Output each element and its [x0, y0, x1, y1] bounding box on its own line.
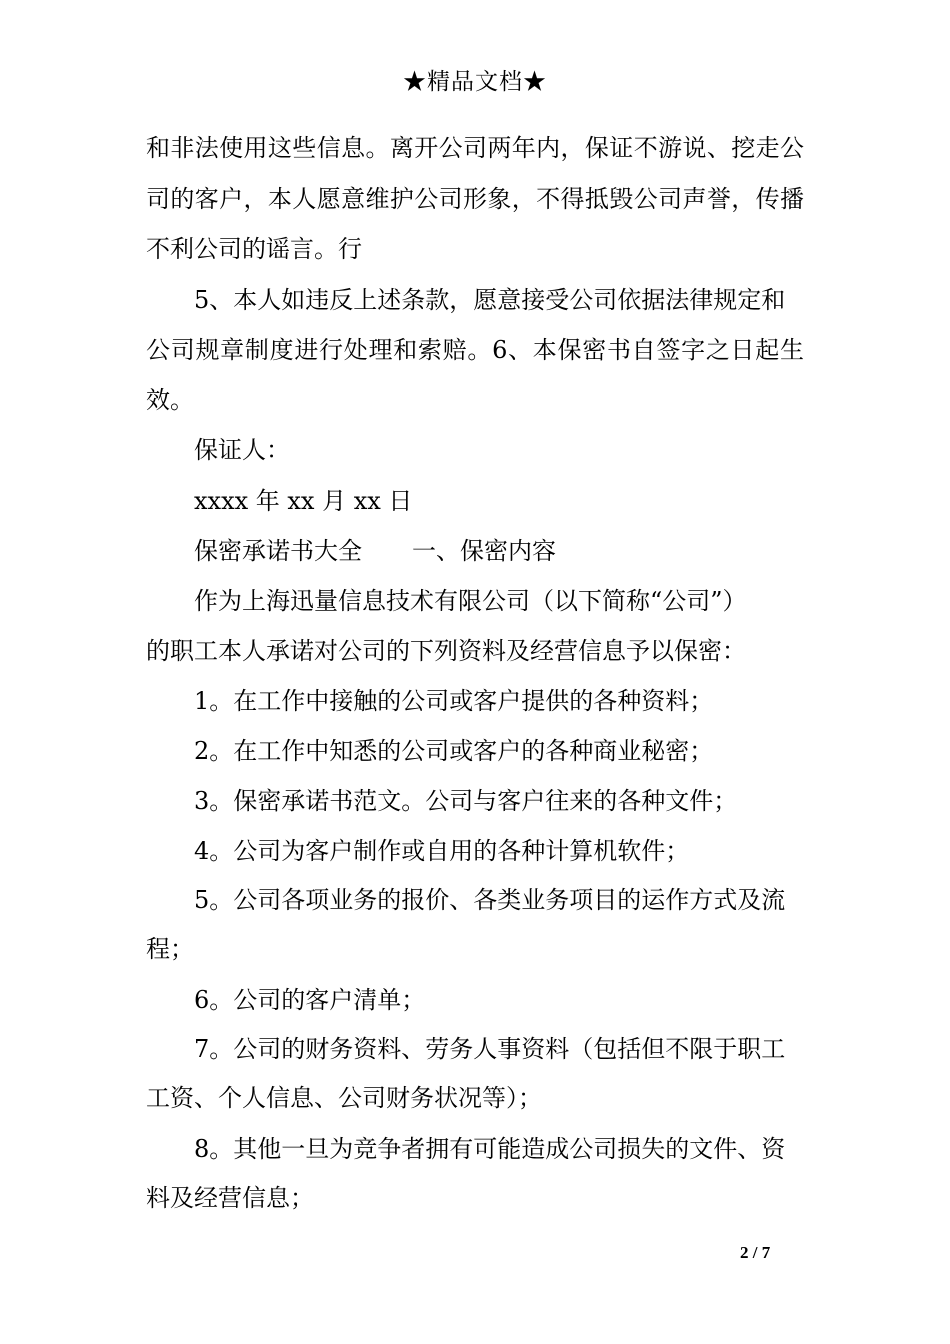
list-item-continuation: 料及经营信息；: [146, 1184, 314, 1212]
date-line: xxxx 年 xx 月 xx 日: [194, 487, 413, 515]
body-line: 效。: [146, 386, 194, 414]
list-item: 1。在工作中接触的公司或客户提供的各种资料；: [194, 687, 714, 715]
document-title: 保密承诺书大全: [194, 537, 362, 565]
page-header-title: ★精品文档★: [403, 69, 547, 95]
body-line: 的职工本人承诺对公司的下列资料及经营信息予以保密：: [146, 637, 746, 665]
body-line: 司的客户，本人愿意维护公司形象，不得抵毁公司声誉，传播: [146, 185, 804, 213]
body-line: 作为上海迅量信息技术有限公司（以下简称“公司”）: [194, 587, 747, 615]
list-item: 7。公司的财务资料、劳务人事资料（包括但不限于职工: [194, 1035, 786, 1063]
list-item: 2。在工作中知悉的公司或客户的各种商业秘密；: [194, 737, 714, 765]
body-line: 不利公司的谣言。行: [146, 235, 362, 263]
list-item-continuation: 程；: [146, 935, 194, 963]
body-line: 5、本人如违反上述条款，愿意接受公司依据法律规定和: [194, 286, 786, 314]
section-heading: 一、保密内容: [412, 537, 556, 565]
page-number: 2 / 7: [740, 1243, 771, 1262]
guarantor-label: 保证人：: [194, 436, 290, 464]
list-item: 4。公司为客户制作或自用的各种计算机软件；: [194, 837, 690, 865]
body-line: 和非法使用这些信息。离开公司两年内，保证不游说、挖走公: [146, 134, 804, 162]
body-line: 公司规章制度进行处理和索赔。6、本保密书自签字之日起生: [146, 336, 804, 364]
list-item: 6。公司的客户清单；: [194, 986, 426, 1014]
section-heading-line: [194, 535, 556, 567]
list-item: 3。保密承诺书范文。公司与客户往来的各种文件；: [194, 787, 738, 815]
list-item: 5。公司各项业务的报价、各类业务项目的运作方式及流: [194, 886, 786, 914]
list-item-continuation: 工资、个人信息、公司财务状况等）；: [146, 1084, 542, 1112]
list-item: 8。其他一旦为竞争者拥有可能造成公司损失的文件、资: [194, 1135, 786, 1163]
